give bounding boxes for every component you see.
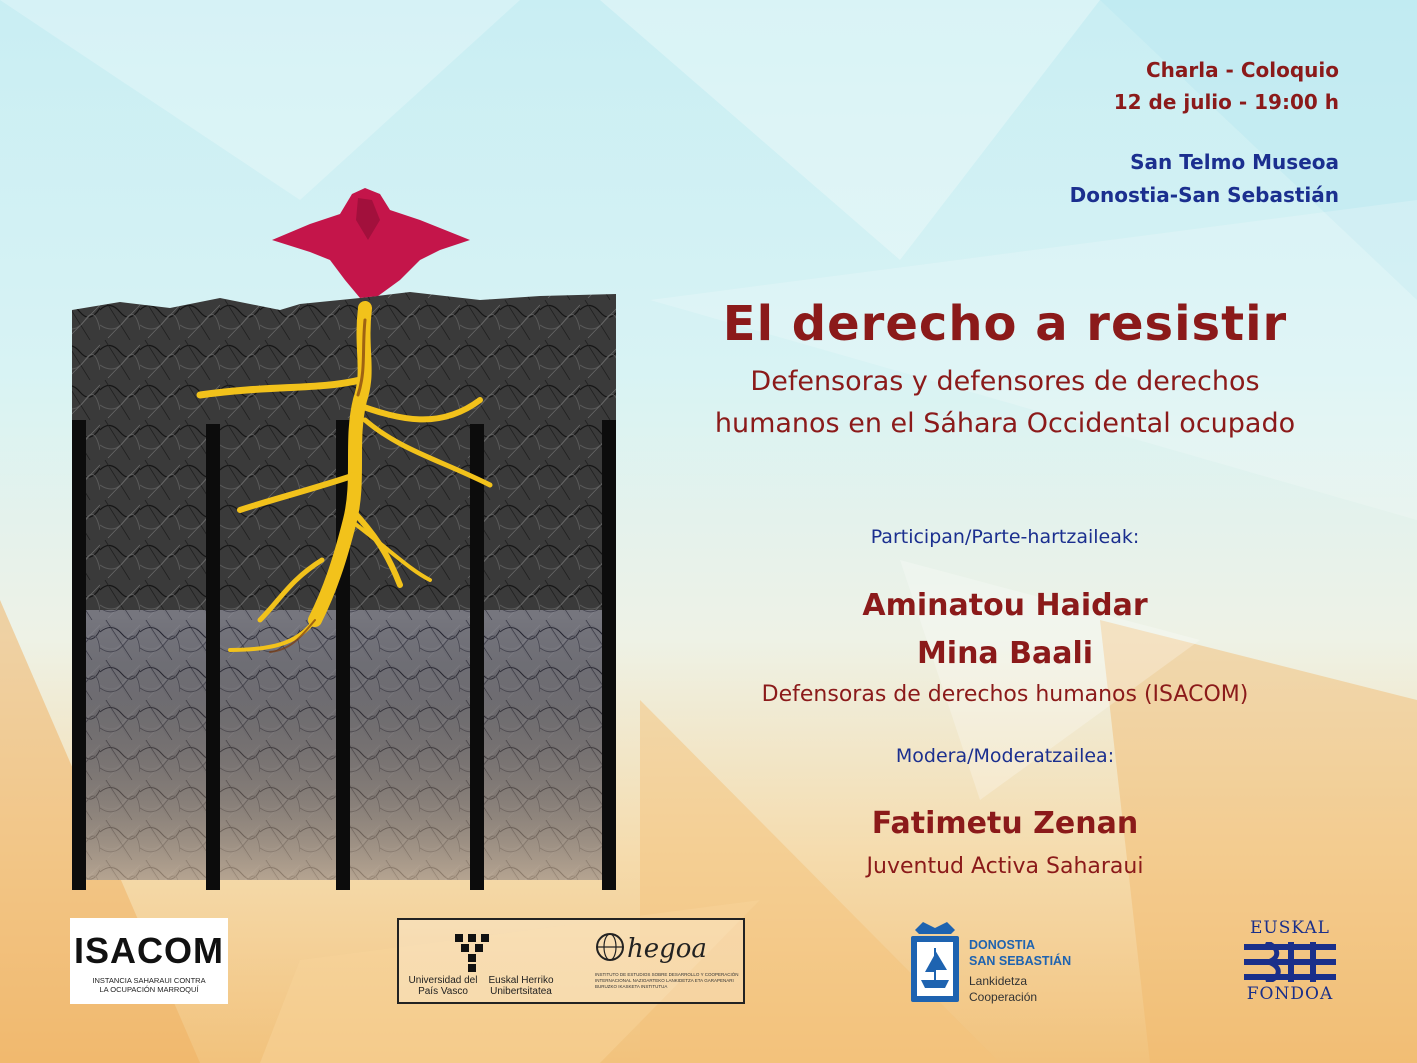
isacom-tagline-1: INSTANCIA SAHARAUI CONTRA: [92, 976, 206, 985]
event-city: Donostia-San Sebastián: [1069, 183, 1339, 207]
euskal-fondoa-line-2: FONDOA: [1246, 984, 1334, 1004]
donostia-cooperacion-logo: [905, 918, 1095, 1010]
hegoa-tagline: INSTITUTO DE ESTUDIOS SOBRE DESARROLLO Y COOPERACIÓN INTERNACIONAL NAZIOARTEKO LANKIDETZA ETA GARAPENARI BURUZKO IKASKETA INSTITUTUA: [595, 972, 739, 989]
donostia-crest-icon: [907, 920, 963, 1006]
isacom-tagline-2: LA OCUPACIÓN MARROQUÍ: [99, 985, 199, 994]
upv-hegoa-logos: [397, 918, 745, 1004]
event-date: 12 de julio - 19:00 h: [1113, 90, 1339, 114]
participants-role: Defensoras de derechos humanos (ISACOM): [761, 682, 1249, 707]
hegoa-globe-icon: [595, 932, 625, 962]
euskal-fondoa-logo: [1238, 918, 1342, 1008]
upv-text-left: Universidad del País Vasco: [408, 975, 478, 997]
upv-text-right: Euskal Herriko Unibertsitatea: [488, 975, 554, 997]
euskal-fondoa-emblem-icon: [1244, 942, 1336, 982]
donostia-line-1: DONOSTIA: [969, 938, 1035, 952]
main-title: El derecho a resistir: [722, 296, 1288, 352]
euskal-fondoa-line-1: EUSKAL: [1250, 918, 1330, 938]
hegoa-wordmark: hegoa: [627, 934, 707, 964]
event-type: Charla - Coloquio: [1145, 58, 1339, 82]
participants-label: Participan/Parte-hartzaileak:: [870, 526, 1140, 548]
event-venue: San Telmo Museoa: [1130, 150, 1339, 174]
artwork-root-illustration: [60, 180, 630, 900]
isacom-wordmark: ISACOM: [74, 930, 224, 971]
subtitle-line-2: humanos en el Sáhara Occidental ocupado: [714, 408, 1296, 439]
donostia-line-4: Cooperación: [969, 990, 1038, 1004]
donostia-line-2: SAN SEBASTIÁN: [969, 954, 1072, 968]
donostia-line-3: Lankidetza: [969, 974, 1028, 988]
moderator-organization: Juventud Activa Saharaui: [866, 854, 1144, 879]
subtitle-line-1: Defensoras y defensores de derechos: [750, 366, 1260, 397]
participant-name: Mina Baali: [916, 636, 1094, 671]
upv-emblem-icon: [455, 934, 489, 972]
participant-name: Aminatou Haidar: [862, 588, 1148, 623]
moderator-name: Fatimetu Zenan: [871, 806, 1139, 841]
isacom-logo: [70, 918, 228, 1004]
moderator-label: Modera/Moderatzailea:: [895, 745, 1115, 767]
